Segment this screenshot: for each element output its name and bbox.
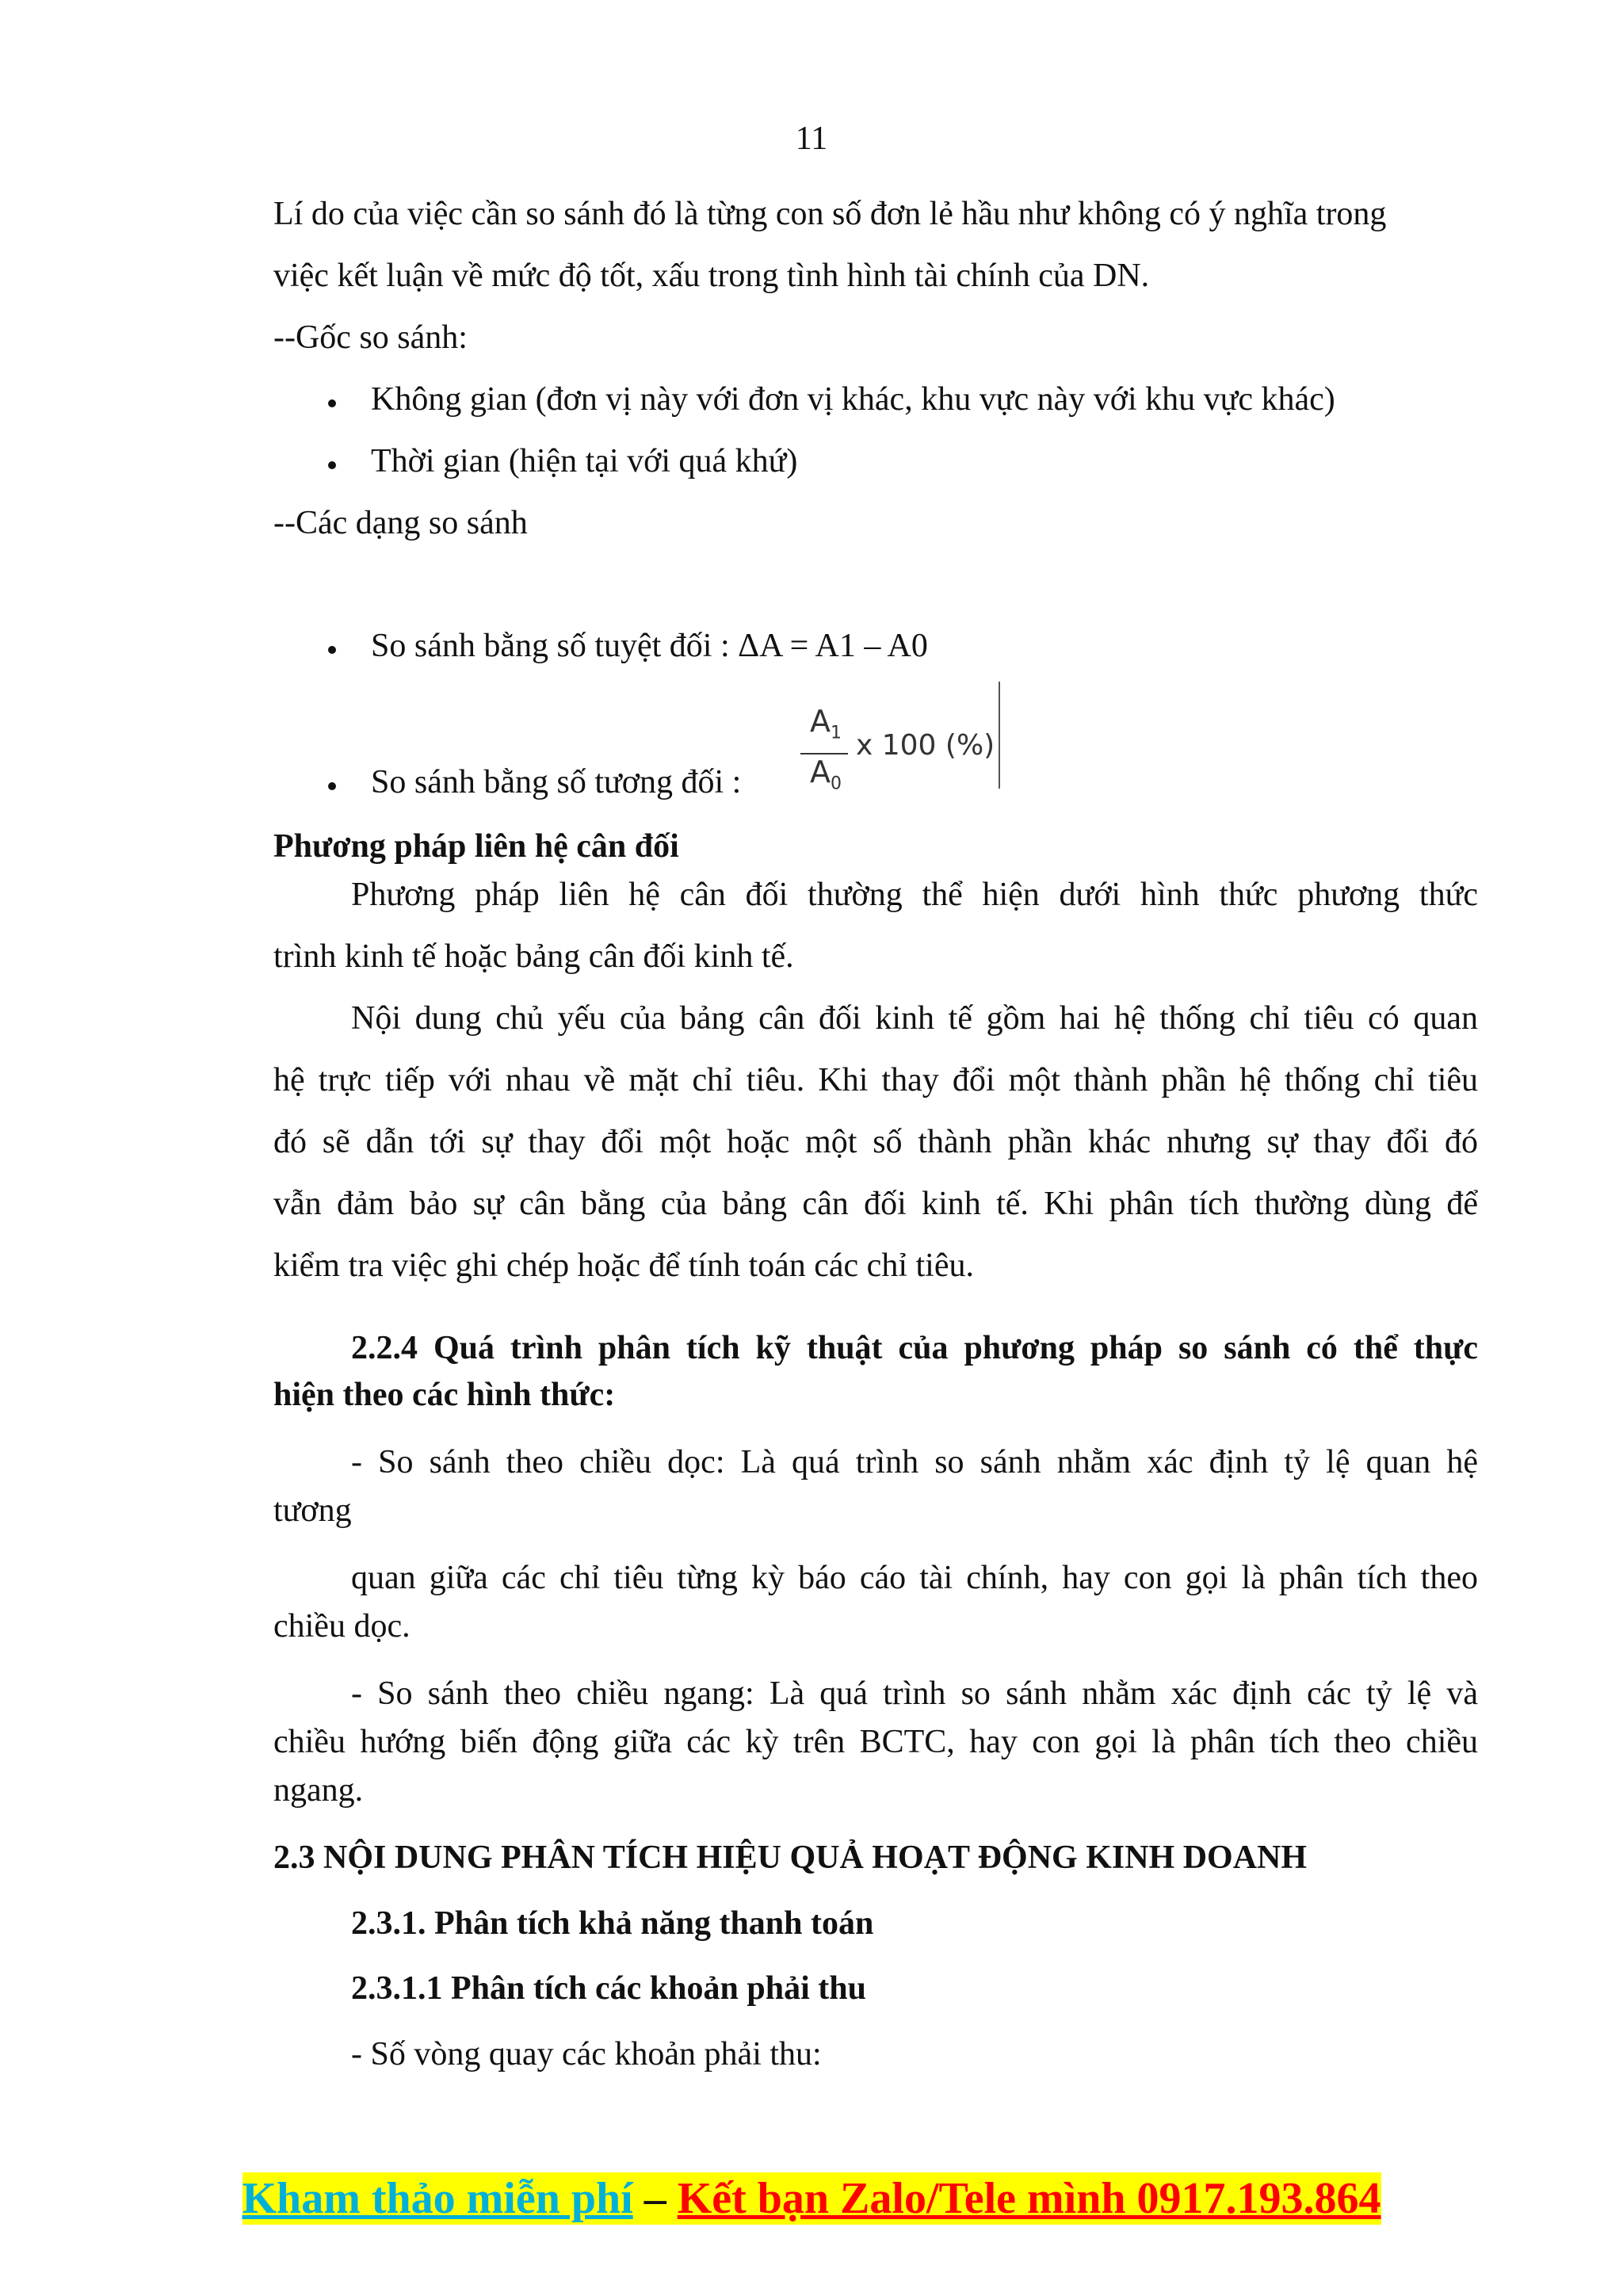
paragraph-line: tương xyxy=(273,1492,352,1529)
footer-banner xyxy=(0,2173,1623,2224)
subsection-heading: hiện theo các hình thức: xyxy=(273,1377,616,1413)
page-number: 11 xyxy=(795,120,828,157)
formula-denominator: $A_0$ xyxy=(810,755,842,794)
paragraph-line: chiều hướng biến động giữa các kỳ trên BCTC, hay con gọi là phân tích theo chiều xyxy=(273,1724,1478,1760)
paragraph-line: - So sánh theo chiều ngang: Là quá trình so sánh nhằm xác định các tỷ lệ và xyxy=(351,1675,1478,1712)
paragraph-line: - Số vòng quay các khoản phải thu: xyxy=(351,2036,822,2073)
subsection-heading: 2.2.4 Quá trình phân tích kỹ thuật của phương pháp so sánh có thể thực xyxy=(351,1330,1478,1366)
formula-numerator: $A_1$ xyxy=(810,704,842,743)
paragraph-line: ngang. xyxy=(273,1772,364,1809)
free-reference-link[interactable]: Kham thảo miễn phí xyxy=(242,2174,633,2223)
paragraph-line: đó sẽ dẫn tới sự thay đổi một hoặc một số thành phần khác nhưng sự thay đổi đó xyxy=(273,1124,1478,1160)
paragraph-line: kiểm tra việc ghi chép hoặc để tính toán các chỉ tiêu. xyxy=(273,1247,974,1284)
formula-multiplier: x 100 (%) xyxy=(856,729,995,762)
subsection-heading: 2.3.1. Phân tích khả năng thanh toán xyxy=(351,1905,874,1942)
relative-comparison-formula xyxy=(800,682,1006,793)
paragraph-line: Phương pháp liên hệ cân đối thường thể hiện dưới hình thức phương thức xyxy=(351,877,1478,913)
subsection-heading: 2.3.1.1 Phân tích các khoản phải thu xyxy=(351,1970,866,2007)
contact-link[interactable]: Kết bạn Zalo/Tele mình 0917.193.864 xyxy=(677,2174,1381,2223)
section-heading: 2.3 NỘI DUNG PHÂN TÍCH HIỆU QUẢ HOẠT ĐỘNG KINH DOANH xyxy=(273,1839,1308,1876)
paragraph-line: vẫn đảm bảo sự cân bằng của bảng cân đối kinh tế. Khi phân tích thường dùng để xyxy=(273,1186,1478,1222)
list-item: Không gian (đơn vị này với đơn vị khác, khu vực này với khu vực khác) xyxy=(371,381,1335,418)
bullet-icon xyxy=(328,399,336,407)
formula-edge xyxy=(999,682,1000,789)
paragraph-line: quan giữa các chỉ tiêu từng kỳ báo cáo tài chính, hay con gọi là phân tích theo xyxy=(351,1560,1478,1596)
goc-so-sanh-label: --Gốc so sánh: xyxy=(273,319,468,356)
list-item: So sánh bằng số tuyệt đối : ΔA = A1 – A0 xyxy=(371,628,928,664)
section-heading: Phương pháp liên hệ cân đối xyxy=(273,828,679,865)
paragraph-line: Lí do của việc cần so sánh đó là từng con số đơn lẻ hầu như không có ý nghĩa trong xyxy=(273,196,1387,232)
cac-dang-so-sanh-label: --Các dạng so sánh xyxy=(273,505,528,541)
bullet-icon xyxy=(328,646,336,654)
footer-highlight xyxy=(242,2172,1381,2225)
list-item: Thời gian (hiện tại với quá khứ) xyxy=(371,443,798,479)
bullet-icon xyxy=(328,782,336,790)
list-item: So sánh bằng số tương đối : xyxy=(371,764,742,800)
paragraph-line: trình kinh tế hoặc bảng cân đối kinh tế. xyxy=(273,938,794,975)
paragraph-line: việc kết luận về mức độ tốt, xấu trong tình hình tài chính của DN. xyxy=(273,258,1150,294)
paragraph-line: - So sánh theo chiều dọc: Là quá trình so sánh nhằm xác định tỷ lệ quan hệ xyxy=(351,1444,1478,1480)
paragraph-line: chiều dọc. xyxy=(273,1608,411,1645)
bullet-icon xyxy=(328,461,336,469)
footer-separator: – xyxy=(632,2174,678,2223)
paragraph-line: Nội dung chủ yếu của bảng cân đối kinh tế gồm hai hệ thống chỉ tiêu có quan xyxy=(351,1000,1478,1037)
paragraph-line: hệ trực tiếp với nhau về mặt chỉ tiêu. Khi thay đổi một thành phần hệ thống chỉ tiêu xyxy=(273,1062,1478,1098)
